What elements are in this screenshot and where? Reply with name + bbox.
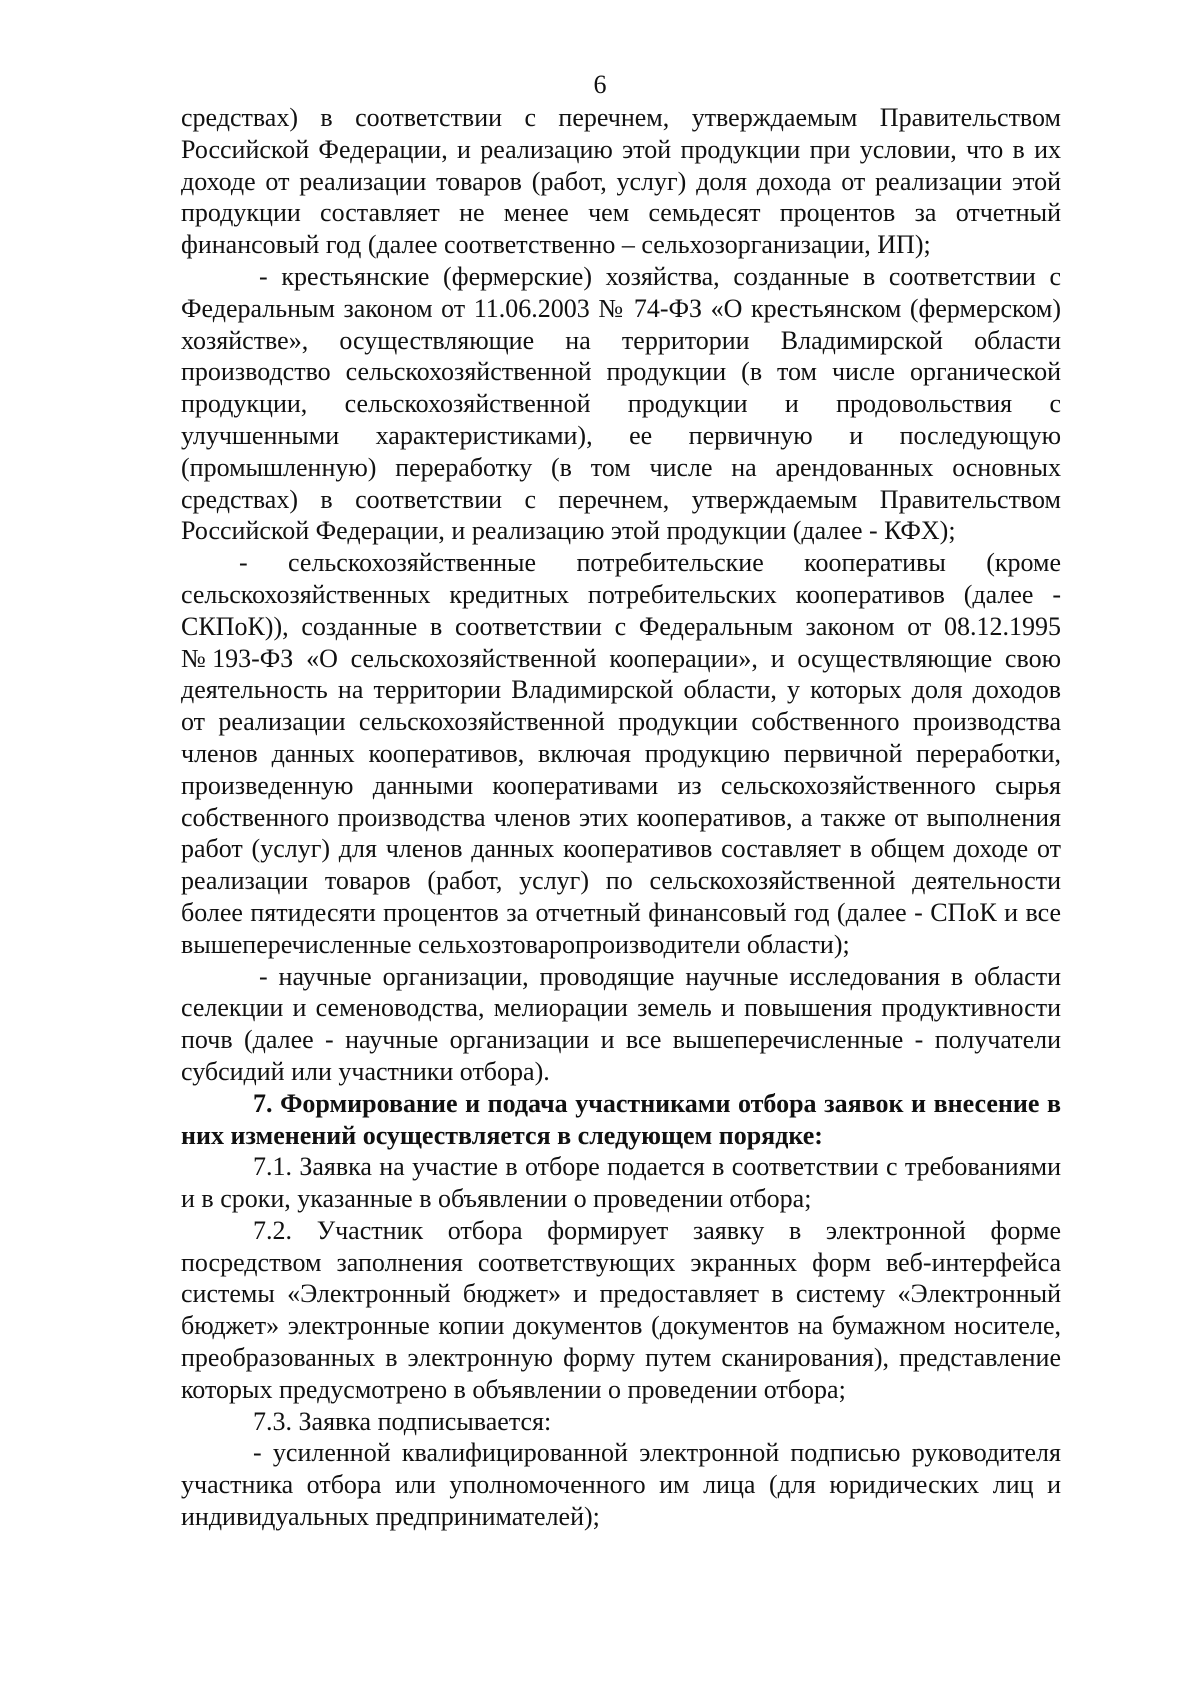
- paragraph: 7.2. Участник отбора формирует заявку в электронной форме посредством заполнения соответствующих экранных форм веб-интерфейса системы «Электронный бюджет» и предоставляет в систему «Электронный бюджет» электронные копии документов (документов на бумажном носителе, преобразованных в электронную форму путем сканирования), представление которых предусмотрено в объявлении о проведении отбора;: [181, 1215, 1061, 1404]
- section-heading: 7. Формирование и подача участниками отбора заявок и внесение в них изменений осуществляется в следующем порядке:: [181, 1088, 1061, 1150]
- paragraph: 7.1. Заявка на участие в отборе подается в соответствии с требованиями и в сроки, указанные в объявлении о проведении отбора;: [181, 1152, 1061, 1214]
- page-number: 6: [593, 70, 607, 99]
- paragraph: - крестьянские (фермерские) хозяйства, созданные в соответствии с Федеральным законом от 11.06.2003 № 74-ФЗ «О крестьянском (фермерском) хозяйстве», осуществляющие на территории Владимирской области производство сельскохозяйственной продукции (в том числе органической продукции, сельскохозяйственной продукции и продовольствия с улучшенными характеристиками), ее первичную и последующую (промышленную) переработку (в том числе на арендованных основных средствах) в соответствии с перечнем, утверждаемым Правительством Российской Федерации, и реализацию этой продукции (далее - КФХ);: [181, 261, 1061, 546]
- document-body: [181, 102, 1061, 1533]
- paragraph: средствах) в соответствии с перечнем, утверждаемым Правительством Российской Федерации, и реализацию этой продукции при условии, что в их доходе от реализации товаров (работ, услуг) доля дохода от реализации этой продукции составляет не менее чем семьдесят процентов за отчетный финансовый год (далее соответственно – сельхозорганизации, ИП);: [181, 103, 1061, 260]
- paragraph: - усиленной квалифицированной электронной подписью руководителя участника отбора или уполномоченного им лица (для юридических лиц и индивидуальных предпринимателей);: [181, 1438, 1061, 1532]
- paragraph: 7.3. Заявка подписывается:: [253, 1406, 552, 1436]
- paragraph: - научные организации, проводящие научные исследования в области селекции и семеноводства, мелиорации земель и повышения продуктивности почв (далее - научные организации и все вышеперечисленные - получатели субсидий или участники отбора).: [181, 961, 1061, 1086]
- paragraph: - сельскохозяйственные потребительские кооперативы (кроме сельскохозяйственных кредитных потребительских кооперативов (далее - СКПоК)), созданные в соответствии с Федеральным законом от 08.12.1995 №193-ФЗ «О сельскохозяйственной кооперации», и осуществляющие свою деятельность на территории Владимирской области, у которых доля доходов от реализации сельскохозяйственной продукции собственного производства членов данных кооперативов, включая продукцию первичной переработки, произведенную данными кооперативами из сельскохозяйственного сырья собственного производства членов этих кооперативов, а также от выполнения работ (услуг) для членов данных кооперативов составляет в общем доходе от реализации товаров (работ, услуг) по сельскохозяйственной деятельности более пятидесяти процентов за отчетный финансовый год (далее - СПоК и все вышеперечисленные сельхозтоваропроизводители области);: [181, 548, 1061, 959]
